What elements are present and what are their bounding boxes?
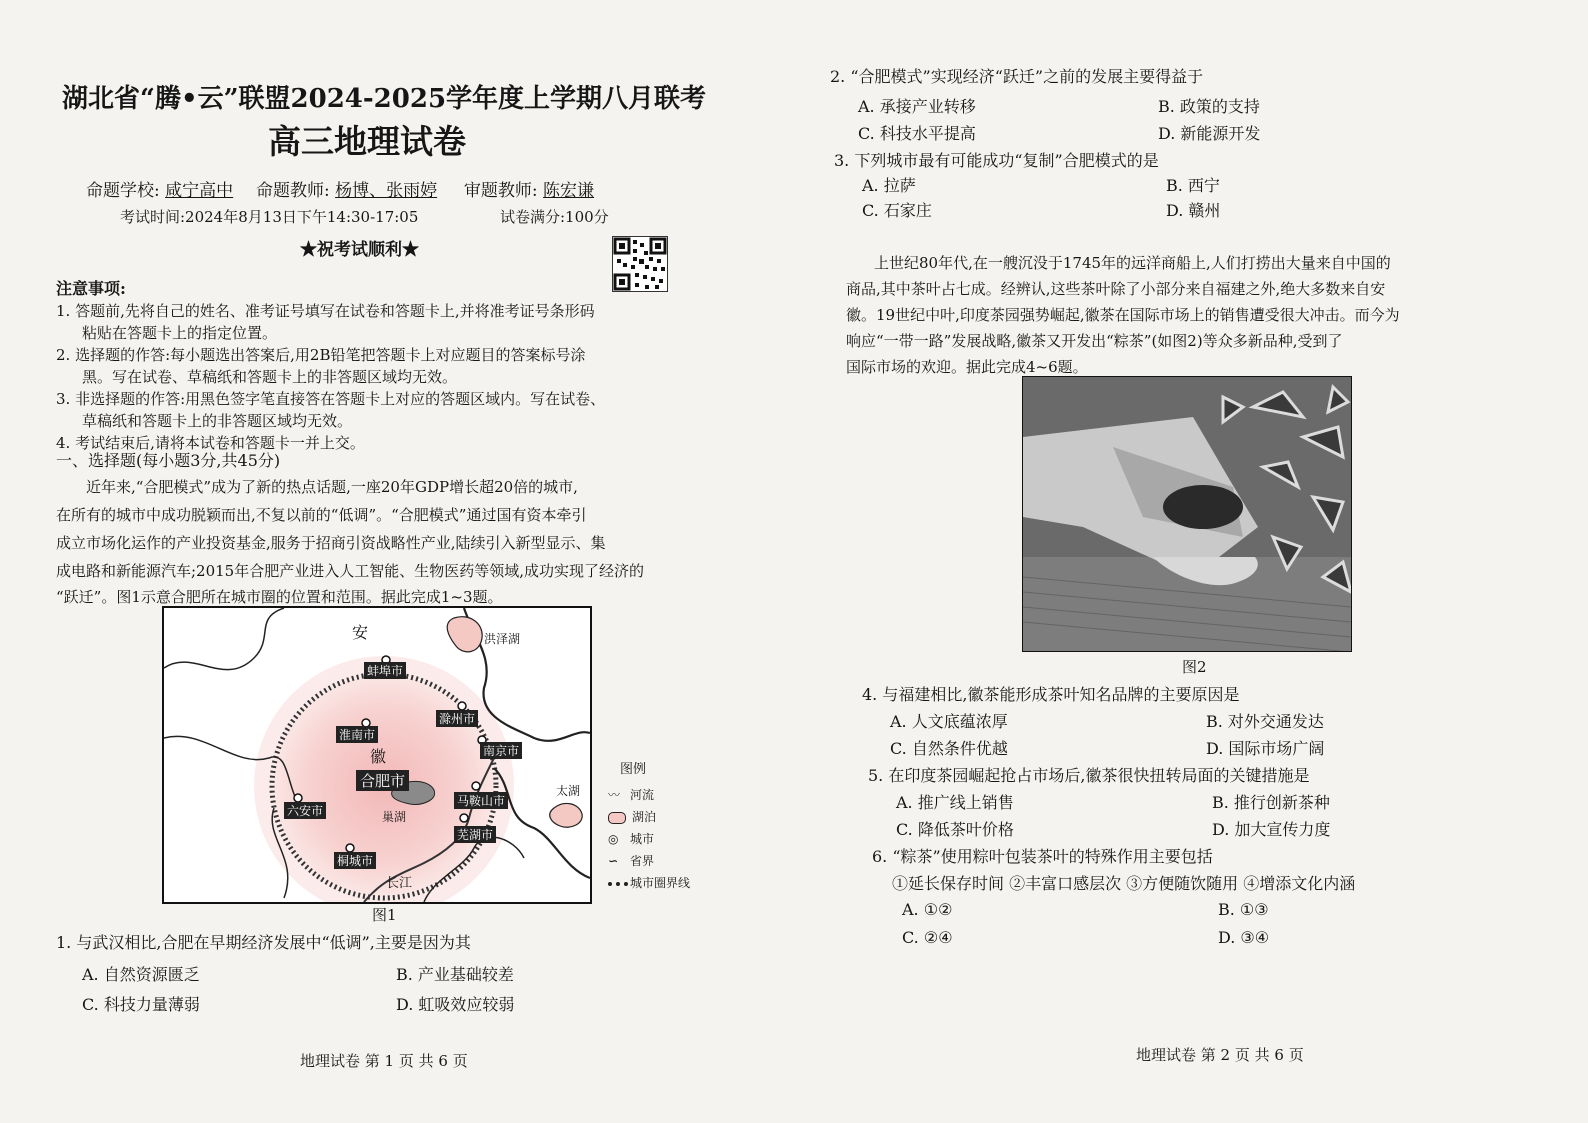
q3-option-c: C. 石家庄 (862, 201, 932, 220)
setter-line (86, 176, 594, 201)
circle-line-symbol-icon (608, 882, 628, 886)
notes-heading: 注意事项: (56, 279, 126, 298)
q5-option-a: A. 推广线上销售 (896, 793, 1014, 812)
q6-option-a: A. ①② (902, 900, 953, 919)
border-symbol-icon: ∽ (608, 854, 619, 868)
q2-option-a: A. 承接产业转移 (858, 97, 976, 116)
q4-stem: 4. 与福建相比,徽茶能形成茶叶知名品牌的主要原因是 (862, 685, 1240, 704)
passage2-line-1: 上世纪80年代,在一艘沉没于1745年的远洋商船上,人们打捞出大量来自中国的 (874, 254, 1391, 272)
legend-city (608, 830, 654, 847)
exam-time: 考试时间:2024年8月13日下午14:30-17:05 (120, 208, 419, 226)
city-symbol-icon: ◎ (608, 832, 619, 846)
q2-option-d: D. 新能源开发 (1158, 124, 1261, 143)
passage-line-5: “跃迁”。图1示意合肥所在城市圈的位置和范围。据此完成1~3题。 (56, 588, 503, 606)
map-label-hefei: 合肥市 (356, 770, 409, 791)
note-line-7: 4. 考试结束后,请将本试卷和答题卡一并上交。 (56, 434, 365, 452)
note-line-4: 黑。写在试卷、草稿纸和答题卡上的非答题区域均无效。 (82, 368, 458, 386)
river-symbol-icon: 〰 (608, 788, 621, 802)
figure1-caption: 图1 (372, 906, 397, 924)
legend-border-label: 省界 (630, 854, 655, 868)
map-label-nanjing: 南京市 (480, 742, 522, 759)
legend-circle-line (608, 874, 690, 891)
q3-stem: 3. 下列城市最有可能成功“复制”合肥模式的是 (834, 151, 1159, 170)
passage-line-3: 成立市场化运作的产业投资基金,服务于招商引资战略性产业,陆续引入新型显示、集 (56, 534, 606, 552)
setter-names: 杨博、张雨婷 (335, 181, 438, 201)
q5-option-c: C. 降低茶叶价格 (896, 820, 1014, 839)
q2-option-c: C. 科技水平提高 (858, 124, 976, 143)
q3-option-d: D. 赣州 (1166, 201, 1221, 220)
passage2-line-5: 国际市场的欢迎。据此完成4~6题。 (846, 358, 1088, 376)
q6-option-b: B. ①③ (1218, 900, 1269, 919)
map-label-chuzhou: 滁州市 (436, 710, 478, 727)
legend-river (608, 786, 654, 803)
q4-option-d: D. 国际市场广阔 (1206, 739, 1325, 758)
q1-option-a: A. 自然资源匮乏 (82, 965, 200, 984)
map-label-tongcheng: 桐城市 (334, 852, 376, 869)
q6-option-d: D. ③④ (1218, 928, 1270, 947)
map-label-hongze: 洪泽湖 (484, 632, 521, 646)
zongcha-photo (1022, 376, 1352, 652)
note-line-2: 粘贴在答题卡上的指定位置。 (82, 324, 278, 342)
map-legend-title: 图例 (620, 762, 647, 777)
passage2-line-4: 响应“一带一路”发展战略,徽茶又开发出“粽茶”(如图2)等众多新品种,受到了 (846, 332, 1343, 350)
note-line-6: 草稿纸和答题卡上的非答题区域均无效。 (82, 412, 353, 430)
q6-option-c: C. ②④ (902, 928, 953, 947)
setter-label: 命题教师: (255, 181, 330, 201)
q1-option-b: B. 产业基础较差 (396, 965, 514, 984)
school-name: 咸宁高中 (165, 181, 234, 201)
lake-symbol-icon (608, 812, 626, 824)
passage-line-2: 在所有的城市中成功脱颖而出,不复以前的“低调”。“合肥模式”通过国有资本牵引 (56, 506, 587, 524)
legend-lake (608, 808, 656, 825)
qr-code (612, 236, 668, 292)
figure2-caption: 图2 (1182, 658, 1207, 676)
q1-option-d: D. 虹吸效应较弱 (396, 995, 515, 1014)
blessing: ★祝考试顺利★ (300, 240, 419, 260)
note-line-1: 1. 答题前,先将自己的姓名、准考证号填写在试卷和答题卡上,并将准考证号条形码 (56, 302, 595, 320)
section-heading: 一、选择题(每小题3分,共45分) (56, 451, 281, 470)
q6-items: ①延长保存时间 ②丰富口感层次 ③方便随饮随用 ④增添文化内涵 (892, 874, 1356, 893)
zongcha-photo-graphic (1023, 377, 1351, 651)
q5-option-d: D. 加大宣传力度 (1212, 820, 1331, 839)
map-label-an: 安 (352, 623, 369, 642)
exam-title: 湖北省“腾•云”联盟2024-2025学年度上学期八月联考 (62, 84, 707, 114)
page-footer-left: 地理试卷 第 1 页 共 6 页 (300, 1052, 468, 1070)
legend-river-label: 河流 (630, 788, 655, 802)
legend-circle-line-label: 城市圈界线 (630, 876, 691, 890)
map-label-chaohu: 巢湖 (382, 810, 407, 824)
q4-option-c: C. 自然条件优越 (890, 739, 1008, 758)
full-score: 试卷满分:100分 (500, 208, 609, 226)
q1-option-c: C. 科技力量薄弱 (82, 995, 200, 1014)
q4-option-a: A. 人文底蕴浓厚 (890, 712, 1008, 731)
passage-line-1: 近年来,“合肥模式”成为了新的热点话题,一座20年GDP增长超20倍的城市, (86, 478, 578, 496)
reviewer-name: 陈宏谦 (543, 181, 595, 201)
school-label: 命题学校: (86, 181, 160, 201)
map-label-yangtze: 长江 (386, 876, 413, 891)
passage2-line-2: 商品,其中茶叶占七成。经辨认,这些茶叶除了小部分来自福建之外,绝大多数来自安 (846, 280, 1386, 298)
map-label-bengbu: 蚌埠市 (364, 662, 406, 679)
map-label-maanshan: 马鞍山市 (454, 792, 508, 809)
q6-stem: 6. “粽茶”使用粽叶包装茶叶的特殊作用主要包括 (872, 847, 1213, 866)
reviewer-label: 审题教师: (463, 181, 538, 201)
q5-stem: 5. 在印度茶园崛起抢占市场后,徽茶很快扭转局面的关键措施是 (868, 766, 1310, 785)
q3-option-a: A. 拉萨 (862, 176, 916, 195)
q3-option-b: B. 西宁 (1166, 176, 1220, 195)
legend-border (608, 852, 654, 869)
city-circle-map (162, 606, 592, 904)
q1-stem: 1. 与武汉相比,合肥在早期经济发展中“低调”,主要是因为其 (56, 933, 471, 952)
q2-option-b: B. 政策的支持 (1158, 97, 1260, 116)
map-label-huainan: 淮南市 (336, 726, 378, 743)
page-footer-right: 地理试卷 第 2 页 共 6 页 (1136, 1046, 1304, 1064)
page-title: 高三地理试卷 (268, 122, 466, 161)
passage2-line-3: 徽。19世纪中叶,印度茶园强势崛起,徽茶在国际市场上的销售遭受很大冲击。而今为 (846, 306, 1400, 324)
legend-city-label: 城市 (630, 832, 655, 846)
passage-line-4: 成电路和新能源汽车;2015年合肥产业进入人工智能、生物医药等领域,成功实现了经济的 (56, 562, 644, 580)
q4-option-b: B. 对外交通发达 (1206, 712, 1324, 731)
note-line-5: 3. 非选择题的作答:用黑色签字笔直接答在答题卡上对应的答题区域内。写在试卷、 (56, 390, 606, 408)
q2-stem: 2. “合肥模式”实现经济“跃迁”之前的发展主要得益于 (830, 67, 1204, 86)
q5-option-b: B. 推行创新茶种 (1212, 793, 1330, 812)
note-line-3: 2. 选择题的作答:每小题选出答案后,用2B铅笔把答题卡上对应题目的答案标号涂 (56, 346, 586, 364)
legend-lake-label: 湖泊 (632, 810, 657, 824)
map-label-wuhu: 芜湖市 (454, 826, 496, 843)
map-label-taihu: 太湖 (556, 784, 581, 798)
map-label-luan: 六安市 (284, 802, 326, 819)
map-label-hui: 徽 (370, 747, 387, 766)
